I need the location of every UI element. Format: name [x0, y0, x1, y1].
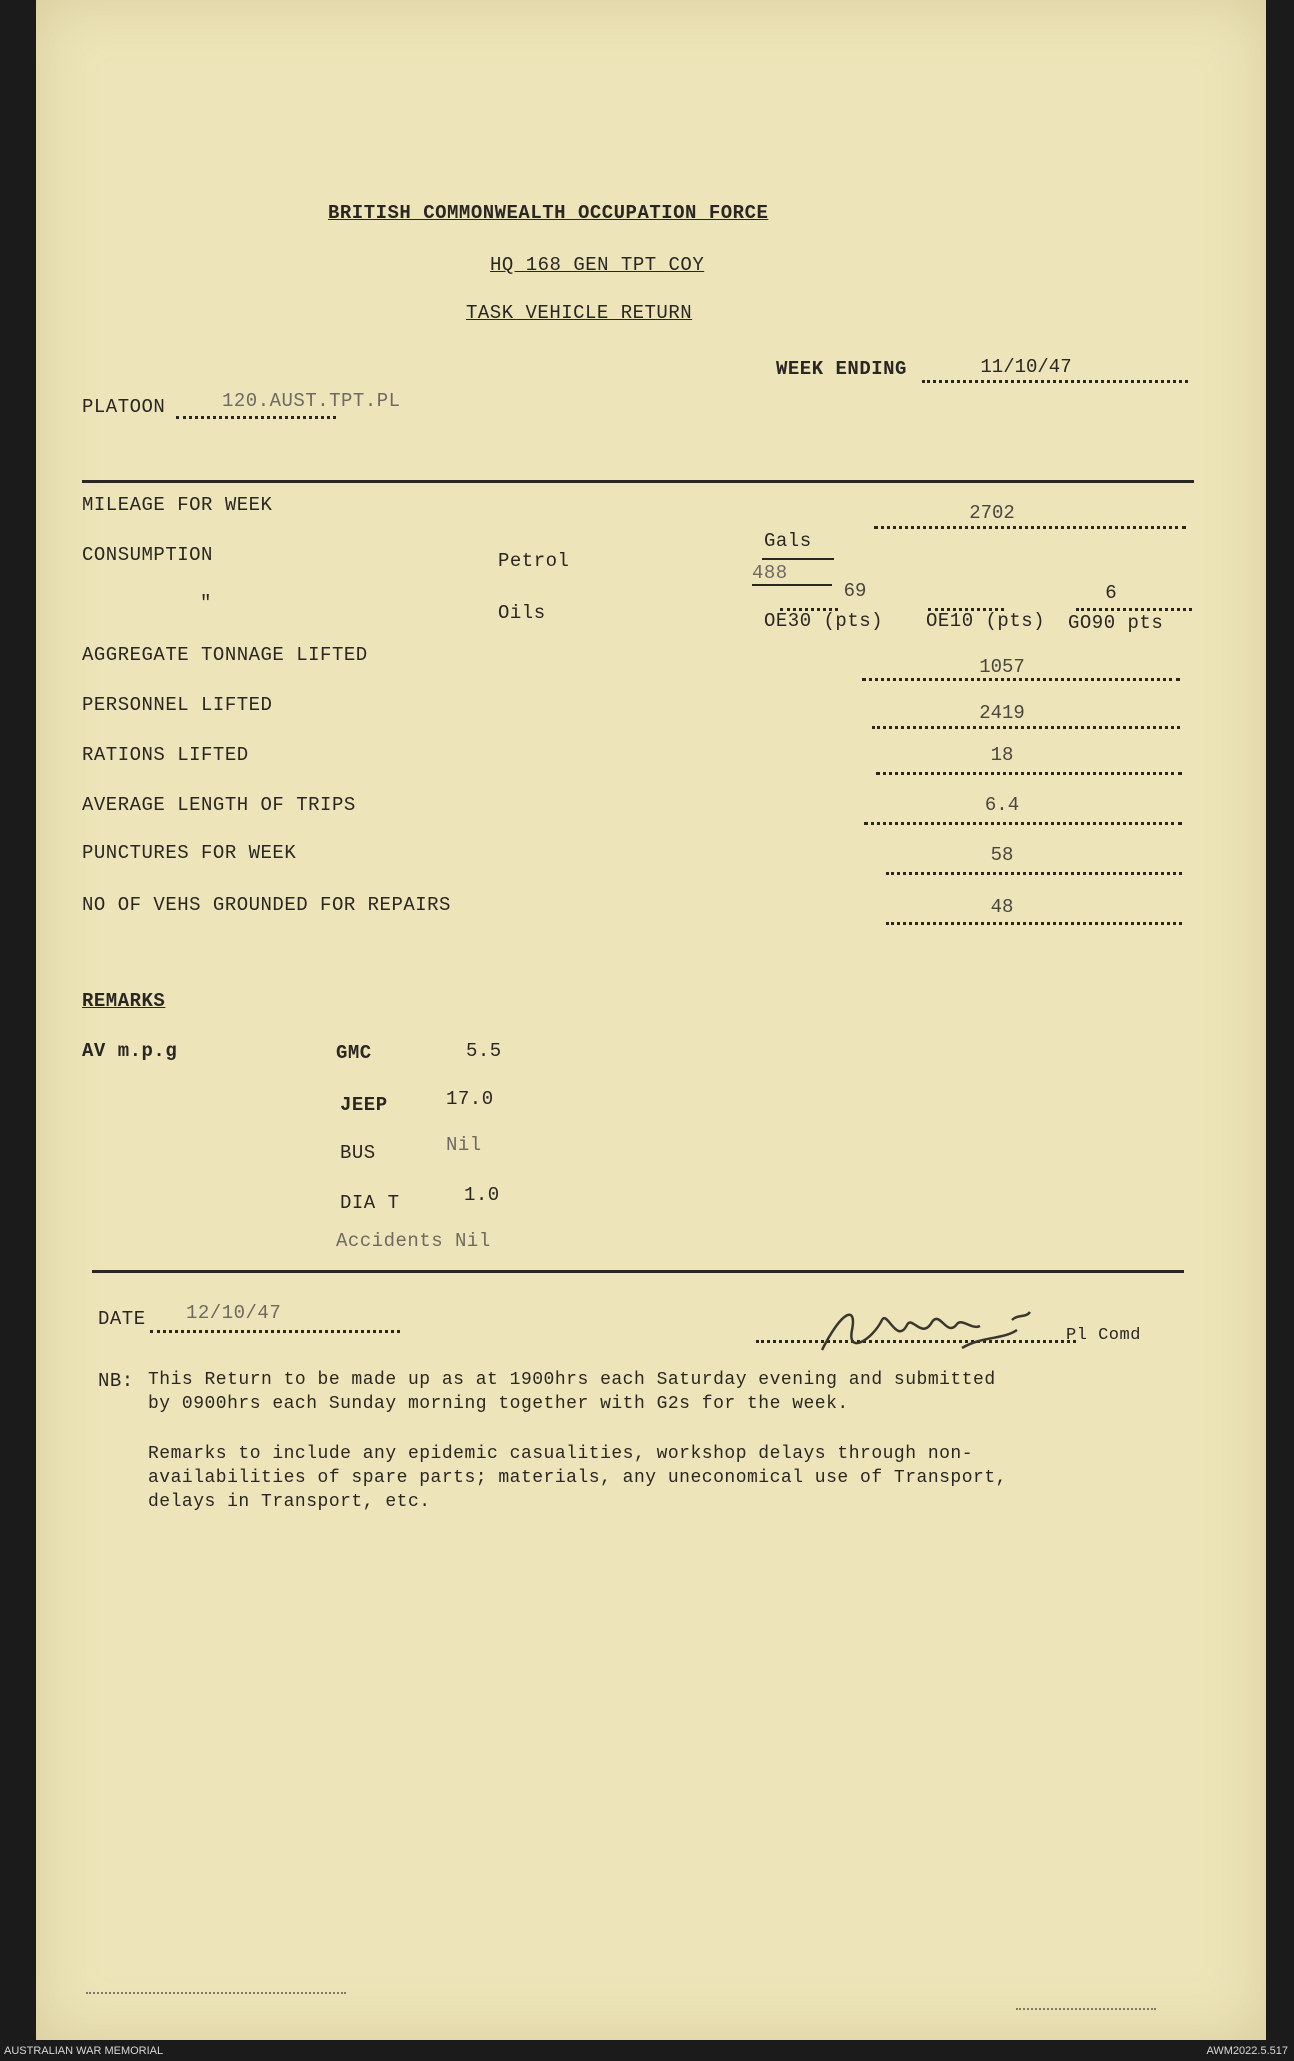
- platoon-value: 120.AUST.TPT.PL: [222, 390, 401, 412]
- date-dots: [150, 1330, 400, 1333]
- top-rule: [82, 480, 1194, 483]
- grounded-dots: [886, 922, 1182, 925]
- grounded-value: 48: [990, 896, 1014, 918]
- remark-value-dia-t: 1.0: [464, 1184, 500, 1206]
- mileage-label: MILEAGE FOR WEEK: [82, 494, 273, 516]
- platoon-dots: [176, 416, 336, 419]
- oils-3-dots: [1076, 608, 1192, 611]
- grounded-label: NO OF VEHS GROUNDED FOR REPAIRS: [82, 894, 451, 916]
- punctures-dots: [886, 872, 1182, 875]
- note-1b: by 0900hrs each Sunday morning together with G2s for the week.: [148, 1394, 849, 1414]
- rations-value: 18: [990, 744, 1014, 766]
- petrol-underline: [752, 584, 832, 586]
- personnel-dots: [872, 726, 1180, 729]
- oils-1-unit: OE30 (pts): [764, 610, 884, 632]
- remark-value-gmc: 5.5: [466, 1040, 502, 1062]
- punctures-value: 58: [990, 844, 1014, 866]
- oils-2-unit: OE10 (pts): [926, 610, 1046, 632]
- note-2b: availabilities of spare parts; materials, any uneconomical use of Transport,: [148, 1468, 1007, 1488]
- note-1a: This Return to be made up as at 1900hrs each Saturday evening and submitted: [148, 1370, 996, 1390]
- header-line-1: BRITISH COMMONWEALTH OCCUPATION FORCE: [328, 202, 769, 224]
- consumption-label: CONSUMPTION: [82, 544, 213, 566]
- commander-signature: [812, 1300, 1072, 1360]
- accidents-remark: Accidents Nil: [336, 1230, 491, 1252]
- credit-right: AWM2022.5.517: [1206, 2045, 1288, 2057]
- mileage-dots: [874, 526, 1186, 529]
- date-label: DATE: [98, 1308, 146, 1330]
- pl-comd-label: Pl Comd: [1066, 1326, 1141, 1345]
- platoon-label: PLATOON: [82, 396, 166, 418]
- oils-1-value: 69: [843, 580, 867, 602]
- week-ending-label: WEEK ENDING: [776, 358, 907, 380]
- gals-underline: [762, 558, 834, 560]
- bottom-rule: [92, 1270, 1184, 1273]
- av-mpg-label: AV m.p.g: [82, 1040, 178, 1062]
- remark-name-gmc: GMC: [336, 1042, 372, 1064]
- week-ending-dots: [922, 380, 1188, 383]
- remark-name-jeep: JEEP: [340, 1094, 388, 1116]
- trips-dots: [864, 822, 1182, 825]
- trips-label: AVERAGE LENGTH OF TRIPS: [82, 794, 356, 816]
- personnel-label: PERSONNEL LIFTED: [82, 694, 273, 716]
- oils-3-value: 6: [1105, 582, 1117, 604]
- personnel-value: 2419: [979, 702, 1025, 724]
- remark-name-bus: BUS: [340, 1142, 376, 1164]
- gals-unit: Gals: [764, 530, 812, 552]
- remarks-heading: REMARKS: [82, 990, 166, 1012]
- note-2c: delays in Transport, etc.: [148, 1492, 431, 1512]
- oils-3-unit: GO90 pts: [1068, 612, 1164, 634]
- rations-label: RATIONS LIFTED: [82, 744, 249, 766]
- rations-dots: [876, 772, 1182, 775]
- bottom-mark-left: [86, 1992, 346, 1994]
- date-value: 12/10/47: [186, 1302, 282, 1324]
- trips-value: 6.4: [984, 794, 1020, 816]
- header-line-2: HQ 168 GEN TPT COY: [490, 254, 705, 276]
- remark-value-bus: Nil: [446, 1134, 482, 1156]
- tonnage-label: AGGREGATE TONNAGE LIFTED: [82, 644, 368, 666]
- petrol-value: 488: [752, 562, 788, 584]
- remark-name-dia-t: DIA T: [340, 1192, 400, 1214]
- header-line-3: TASK VEHICLE RETURN: [466, 302, 693, 324]
- punctures-label: PUNCTURES FOR WEEK: [82, 842, 297, 864]
- tonnage-dots: [862, 678, 1180, 681]
- ditto-mark: ": [200, 592, 212, 614]
- remark-value-jeep: 17.0: [446, 1088, 494, 1110]
- mileage-value: 2702: [969, 502, 1015, 524]
- document-page: [36, 0, 1266, 2040]
- note-label: NB:: [98, 1370, 134, 1392]
- petrol-label: Petrol: [498, 550, 570, 572]
- oils-label: Oils: [498, 602, 546, 624]
- tonnage-value: 1057: [979, 656, 1025, 678]
- credit-left: AUSTRALIAN WAR MEMORIAL: [4, 2045, 164, 2057]
- note-2a: Remarks to include any epidemic casualities, workshop delays through non-: [148, 1444, 974, 1464]
- bottom-mark-right: [1016, 2008, 1156, 2010]
- week-ending-value: 11/10/47: [980, 356, 1072, 378]
